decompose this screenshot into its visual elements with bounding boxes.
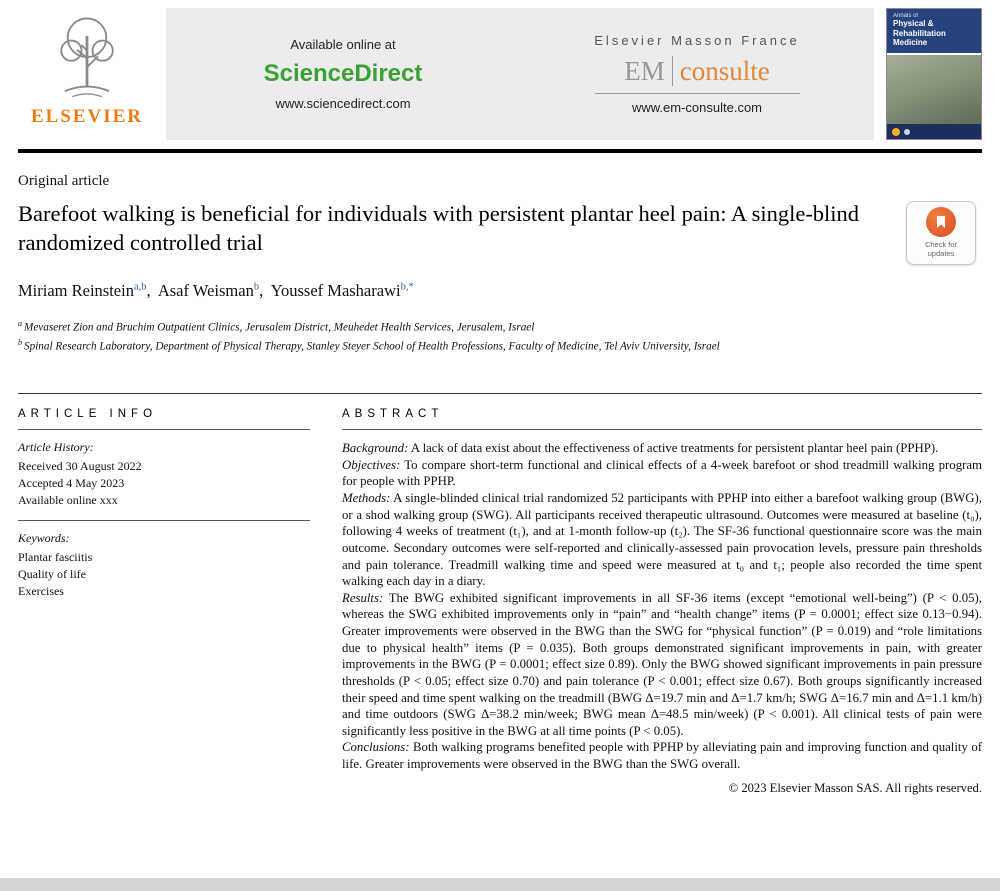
em-publisher-name: Elsevier Masson France	[594, 33, 800, 48]
author: Asaf Weisman$^b$,	[157, 281, 264, 300]
emconsulte-panel	[520, 8, 874, 140]
check-for-updates-badge[interactable]	[906, 201, 976, 265]
keyword-item: Plantar fasciitis	[18, 550, 93, 565]
author-affiliation-link[interactable]: a,b	[133, 281, 147, 293]
keyword-item: Quality of life	[18, 567, 86, 582]
abstract-paragraph-objectives: Objectives: To compare short-term functional and clinical effects of a 4-week barefoot or shod treadmill walking program for people with PPHP.	[342, 457, 982, 489]
history-label: Article History:	[18, 440, 94, 455]
sciencedirect-logo[interactable]: ScienceDirect	[263, 60, 423, 87]
emconsulte-logo[interactable]	[624, 56, 769, 87]
journal-cover-masthead	[887, 9, 981, 53]
author-affiliation-link[interactable]: b,*	[400, 281, 414, 293]
history-item: Available online xxx	[18, 493, 118, 508]
article-type-label: Original article	[18, 172, 110, 189]
history-item: Received 30 August 2022	[18, 459, 142, 474]
affiliation: $^a$ Mevaseret Zion and Bruchim Outpatient Clinics, Jerusalem District, Meuhedet Health Services, Jerusalem, Israel	[18, 319, 535, 334]
article-title: Barefoot walking is beneficial for individuals with persistent plantar heel pain: A single-blind randomized controlled trial	[18, 200, 860, 255]
title-row	[18, 199, 982, 258]
abstract-column	[342, 408, 982, 796]
journal-cover-title-2: Rehabilitation	[893, 28, 946, 38]
emconsulte-logo-consulte: consulte	[679, 56, 770, 86]
info-abstract-columns	[18, 408, 982, 796]
sciencedirect-panel	[166, 8, 520, 140]
abstract-paragraph-conclusions: Conclusions: Both walking programs benefited people with PPHP by alleviating pain and improving function and quality of life. Greater improvements were observed in the BWG than the SWG overall.	[342, 740, 982, 772]
crossmark-icon	[926, 207, 956, 237]
article-info-rule	[18, 429, 310, 430]
history-keywords-rule	[18, 520, 310, 521]
copyright-notice: © 2023 Elsevier Masson SAS. All rights reserved.	[728, 780, 982, 795]
journal-cover-title-1: Physical &	[893, 19, 934, 28]
sciencedirect-tagline: Available online at	[290, 37, 396, 52]
elsevier-wordmark: ELSEVIER	[30, 106, 144, 127]
elsevier-tree-icon	[50, 12, 124, 104]
section-divider-rule	[18, 393, 982, 394]
keywords-label: Keywords:	[18, 531, 70, 546]
abstract-paragraph-results: Results: The BWG exhibited significant improvements in all SF-36 items (except “emotional well-being”) (P < 0.05), whereas the SWG exhibited improvements only in “pain” and “health change” items (P = 0.0001; effect size 0.13−0.94). Greater improvements were observed in the BWG than the SWG for “physical function” (P = 0.019) and “role limitations due to physical health” items (P = 0.035). Both groups demonstrated significant improvements in pain, with greater improvements in the BWG (P = 0.0001; effect size 0.89). Only the BWG showed significant improvements in pain pressure thresholds (P < 0.05; effect size 0.70) and pain tolerance (P < 0.001; effect size 0.67). Both groups significantly increased their speed and time spent walking on the treadmill (BWG Δ=19.7 min and Δ=1.7 km/h; SWG Δ=16.7 min and Δ=1.1 km/h) and time outdoors (SWG Δ=38.2 min/week; BWG mean Δ=48.5 min/week) (P < 0.001). All clinical tests of pain were significantly less positive in the BWG at all time points (P < 0.05).	[342, 590, 982, 738]
article-info-column	[18, 408, 310, 796]
keyword-item: Exercises	[18, 584, 64, 599]
journal-header	[18, 8, 982, 140]
journal-cover-title-3: Medicine	[893, 38, 928, 48]
abstract-body	[342, 440, 982, 773]
abstract-heading: ABSTRACT	[342, 408, 444, 421]
abstract-paragraph-methods: Methods: A single-blinded clinical trial randomized 52 participants with PPHP into either a barefoot walking group (BWG), or a shod walking group (SWG). All participants received therapeutic ultrasound. Outcomes were measured at baseline (t₀), following 4 weeks of treatment (t₁), and at 1-month follow-up (t₂). The SF-36 functional questionnaire score was the main outcome. Secondary outcomes were self-reported and clinically-assessed pain provocation levels, pressure pain thresholds and pain tolerance. Treadmill walking time and speed were measured at t₀ and t₁; people also recorded the time spent walking each day in a diary.	[342, 491, 982, 589]
header-rule	[18, 149, 982, 153]
journal-cover-annals: Annals of	[893, 13, 919, 19]
history-item: Accepted 4 May 2023	[18, 476, 125, 491]
affiliation: $^b$ Spinal Research Laboratory, Department of Physical Therapy, Stanley Steyer School of Health Professions, Faculty of Medicine, Tel Aviv University, Israel	[18, 338, 720, 353]
abstract-rule	[342, 429, 982, 430]
affiliation-list	[18, 318, 982, 356]
journal-cover-badge-icon	[892, 128, 900, 136]
article-info-heading: ARTICLE INFO	[18, 408, 158, 421]
journal-cover-thumbnail[interactable]	[886, 8, 982, 140]
author-affiliation-link[interactable]: b	[253, 281, 260, 293]
emconsulte-divider	[595, 93, 800, 94]
emconsulte-url-link[interactable]: www.em-consulte.com	[631, 100, 763, 115]
journal-cover-photo	[887, 53, 981, 124]
author: Miriam Reinstein$^{a,b}$,	[18, 281, 151, 300]
journal-cover-footer	[887, 124, 981, 139]
emconsulte-logo-em: EM	[624, 56, 673, 86]
elsevier-logo	[18, 8, 156, 140]
author-list	[18, 281, 982, 301]
next-section-strip	[0, 878, 1000, 891]
sciencedirect-url-link[interactable]: www.sciencedirect.com	[275, 96, 411, 111]
author: Youssef Masharawi$^{b,*}$	[270, 281, 414, 300]
abstract-paragraph-background: Background: A lack of data exist about the effectiveness of active treatments for persistent plantar heel pain (PPHP).	[342, 441, 939, 456]
check-updates-label: Check for updates	[924, 239, 958, 258]
journal-cover-badge2-icon	[904, 129, 910, 135]
header-banner	[166, 8, 874, 140]
